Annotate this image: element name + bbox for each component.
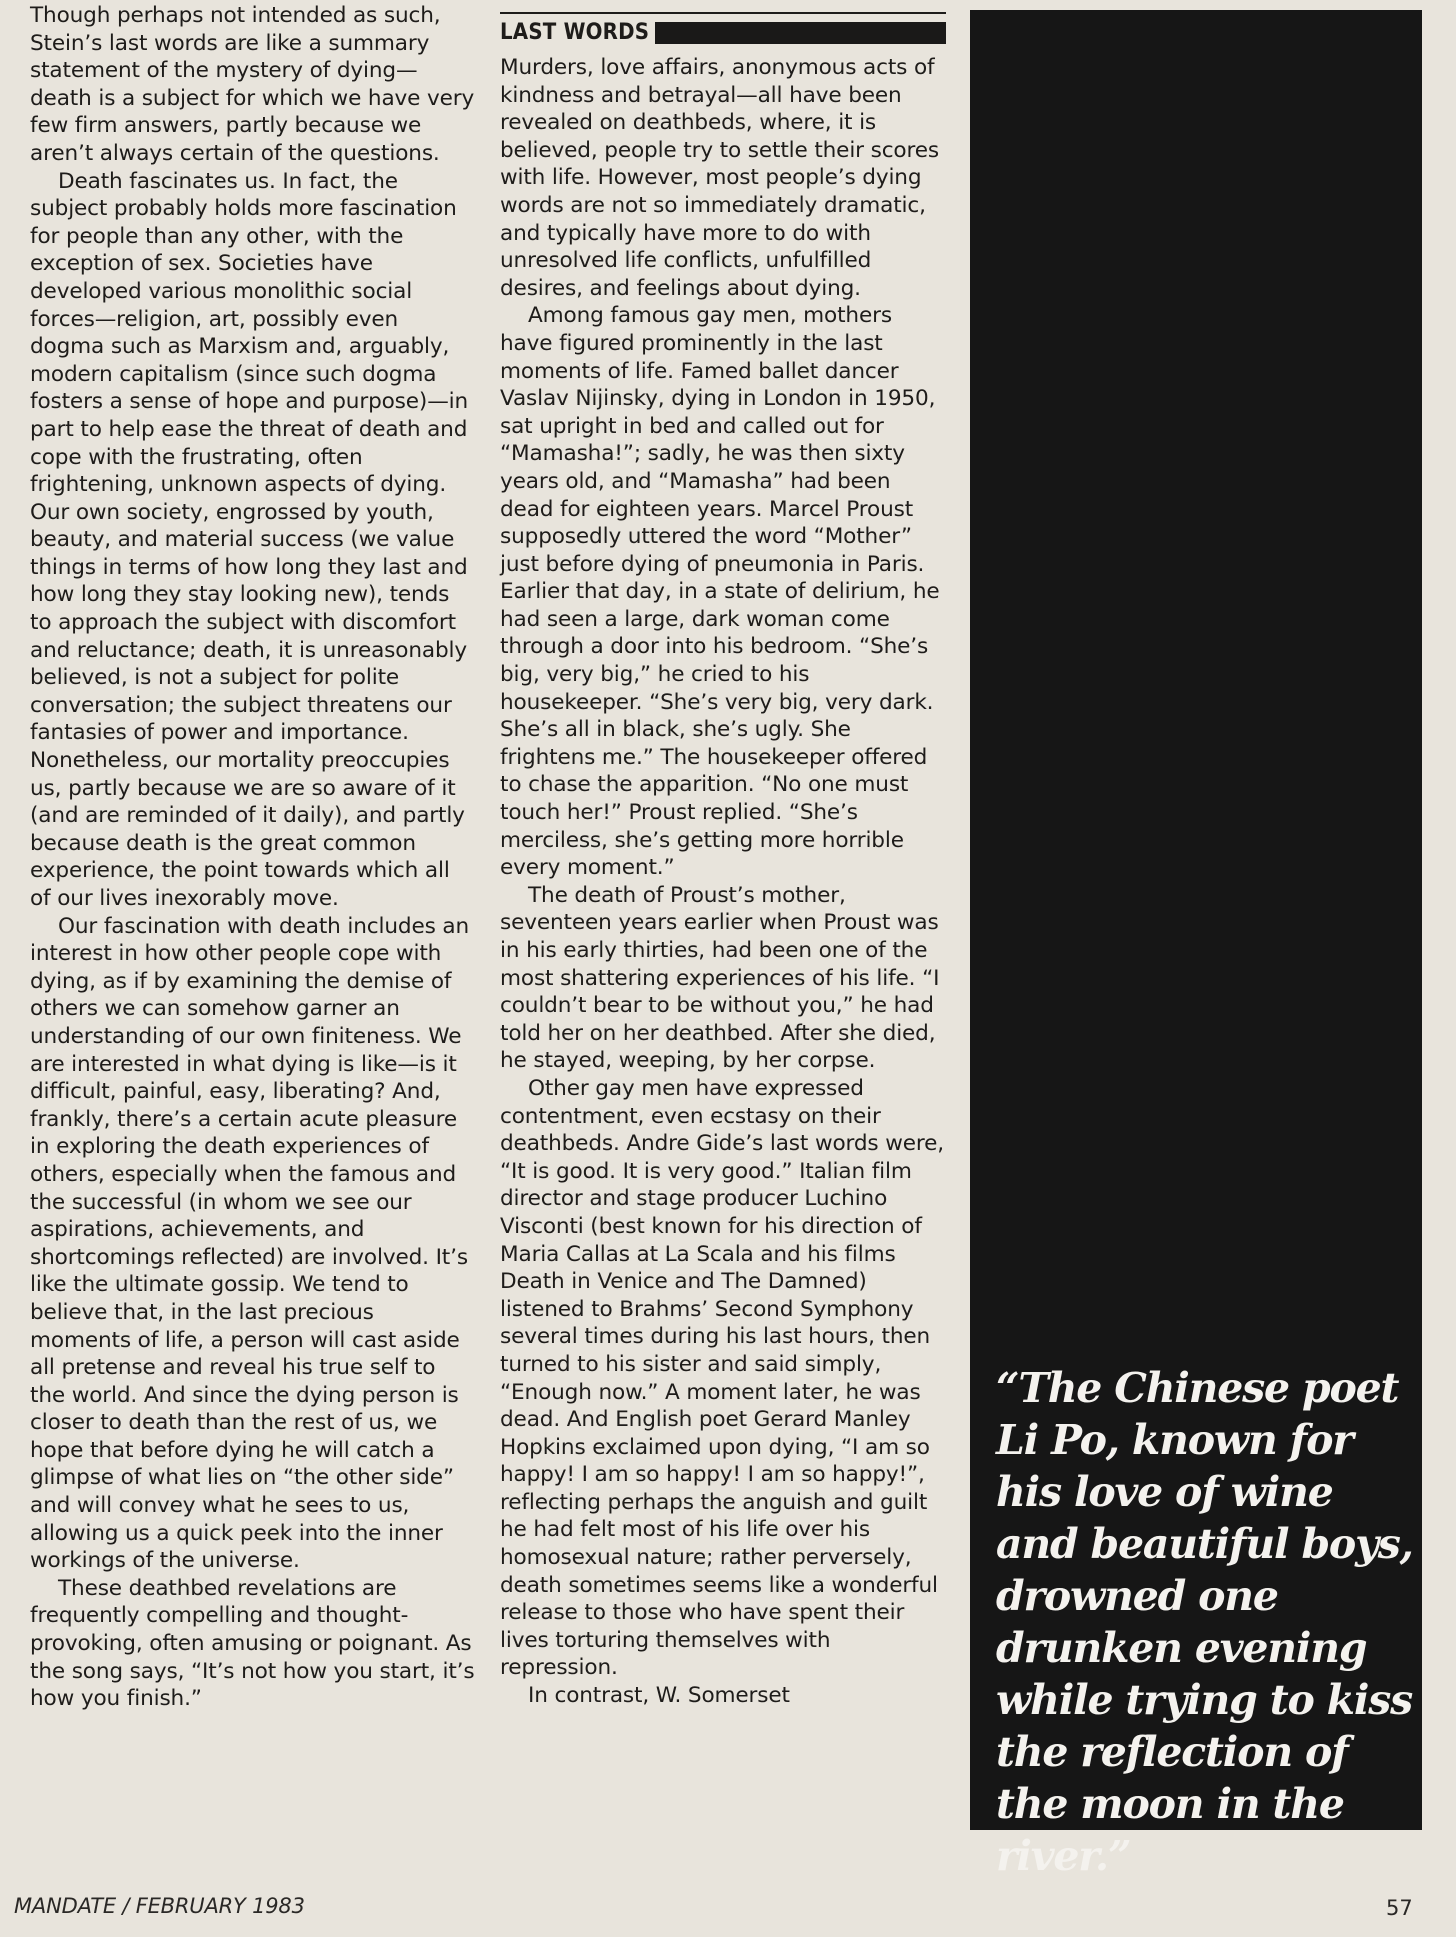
- pull-quote-text: “The Chinese poet Li Po, known for his love of wine and beautiful boys, drowned one drunken evening while trying to kiss the reflection of the moon in the river.”: [996, 1364, 1413, 1880]
- body-paragraph: Our fascination with death includes an interest in how other people cope with dying, as if by examining the demise of others we can somehow garner an understanding of our own finiteness. We are interested in what dying is like—is it difficult, painful, easy, liberating? And, frankly, there’s a certain acute pleasure in exploring the death experiences of others, especially when the famous and the successful (in whom we see our aspirations, achievements, and shortcomings reflected) are involved. It’s like the ultimate gossip. We tend to believe that, in the last precious moments of life, a person will cast aside all pretense and reveal his true self to the world. And since the dying person is closer to death than the rest of us, we hope that before dying he will catch a glimpse of what lies on “the other side” and will convey what he sees to us, allowing us a quick peek into the inner workings of the universe.: [30, 913, 470, 1574]
- section-heading: [500, 12, 946, 52]
- article-column-left: [30, 2, 476, 1713]
- body-paragraph: Among famous gay men, mothers have figured prominently in the last moments of life. Famed ballet dancer Vaslav Nijinsky, dying in London in 1950, sat upright in bed and called out for “Mamasha!”; sadly, he was then sixty years old, and “Mamasha” had been dead for eighteen years. Marcel Proust supposedly uttered the word “Mother” just before dying of pneumonia in Paris. Earlier that day, in a state of delirium, he had seen a large, dark woman come through a door into his bedroom. “She’s big, very big,” he cried to his housekeeper. “She’s very big, very dark. She’s all in black, she’s ugly. She frightens me.” The housekeeper offered to chase the apparition. “No one must touch her!” Proust replied. “She’s merciless, she’s getting more horrible every moment.”: [500, 303, 940, 881]
- body-paragraph: Though perhaps not intended as such, Stein’s last words are like a summary statement of the mystery of dying—death is a subject for which we have very few firm answers, partly because we aren’t always certain of the questions.: [30, 3, 475, 166]
- pull-quote-panel: [970, 10, 1422, 1880]
- body-paragraph: Murders, love affairs, anonymous acts of kindness and betrayal—all have been revealed on deathbeds, where, it is believed, people try to settle their scores with life. However, most people’s dying words are not so immediately dramatic, and typically have more to do with unresolved life conflicts, unfulfilled desires, and feelings about dying.: [500, 55, 939, 301]
- section-body: [500, 54, 946, 1710]
- body-paragraph: Other gay men have expressed contentment, even ecstasy on their deathbeds. Andre Gide’s last words were, “It is good. It is very good.” Italian film director and stage producer Luchino Visconti (best known for his direction of Maria Callas at La Scala and his films Death in Venice and The Damned) listened to Brahms’ Second Symphony several times during his last hours, then turned to his sister and said simply, “Enough now.” A moment later, he was dead. And English poet Gerard Manley Hopkins exclaimed upon dying, “I am so happy! I am so happy! I am so happy!”, reflecting perhaps the anguish and guilt he had felt most of his life over his homosexual nature; rather perversely, death sometimes seems like a wonderful release to those who have spent their lives torturing themselves with repression.: [500, 1075, 944, 1681]
- body-paragraph: The death of Proust’s mother, seventeen years earlier when Proust was in his early thirties, had been one of the most shattering experiences of his life. “I couldn’t bear to be without you,” he had told her on her deathbed. After she died, he stayed, weeping, by her corpse.: [500, 882, 940, 1074]
- publication-footer: MANDATE / FEBRUARY 1983: [14, 1894, 305, 1918]
- page-number: 57: [1386, 1896, 1413, 1920]
- article-column-middle: [500, 0, 946, 1710]
- body-paragraph: Death fascinates us. In fact, the subject probably holds more fascination for people than any other, with the exception of sex. Societies have developed various monolithic social forces—religion, art, possibly even dogma such as Marxism and, arguably, modern capitalism (since such dogma fosters a sense of hope and purpose)—in part to help ease the threat of death and cope with the frustrating, often frightening, unknown aspects of dying. Our own society, engrossed by youth, beauty, and material success (we value things in terms of how long they last and how long they stay looking new), tends to approach the subject with discomfort and reluctance; death, it is unreasonably believed, is not a subject for polite conversation; the subject threatens our fantasies of power and importance. Nonetheless, our mortality preoccupies us, partly because we are so aware of it (and are reminded of it daily), and partly because death is the great common experience, the point towards which all of our lives inexorably move.: [30, 168, 469, 911]
- body-paragraph: In contrast, W. Somerset: [528, 1683, 790, 1709]
- body-paragraph: These deathbed revelations are frequently compelling and thought-provoking, often amusing or poignant. As the song says, “It’s not how you start, it’s how you finish.”: [30, 1575, 475, 1712]
- section-heading-rule: [655, 22, 946, 44]
- section-heading-label: LAST WORDS: [500, 19, 655, 47]
